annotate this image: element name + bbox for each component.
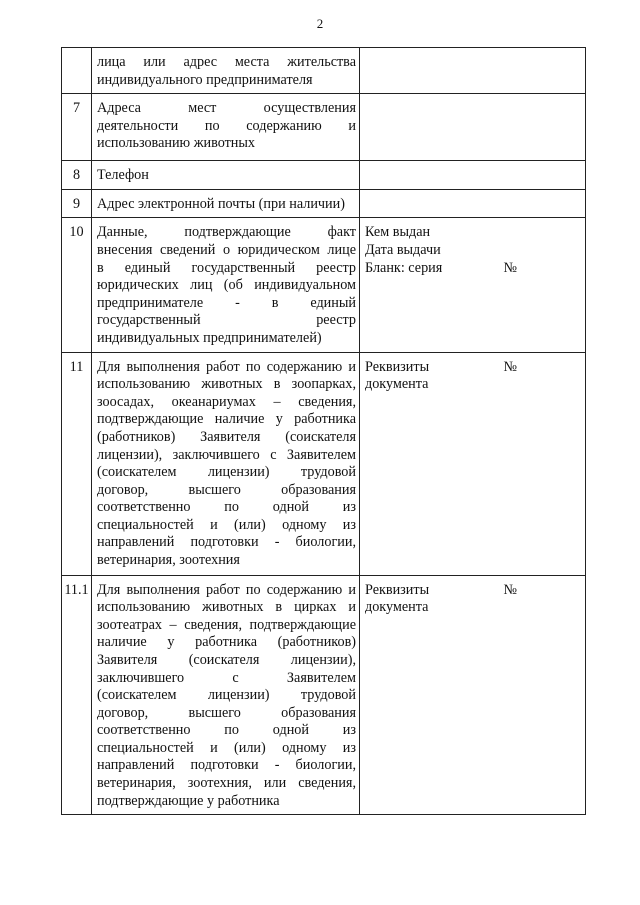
field-label-cell: [92, 161, 360, 190]
table-row: [62, 189, 586, 218]
field-label-line: лицензии), заключившего с Заявителем: [97, 446, 356, 463]
field-label-line: договор, высшего образования: [97, 704, 356, 721]
field-value-cell[interactable]: [360, 161, 586, 190]
field-value-cell[interactable]: [360, 575, 586, 815]
row-number-cell: [62, 575, 92, 815]
number-sign: №: [503, 259, 517, 276]
row-number: [62, 48, 91, 54]
field-label-cell: [92, 352, 360, 575]
field-label-line: Данные, подтверждающие факт: [97, 224, 356, 241]
field-label-line: зоосадах, океанариумах – сведения,: [97, 393, 356, 410]
field-label-line: направлений подготовки - биологии,: [97, 757, 356, 774]
field-label-line: Телефон: [97, 167, 149, 184]
row-number-cell: [62, 189, 92, 218]
field-label-line: государственный реестр: [97, 312, 356, 329]
row-number: 11: [69, 358, 84, 375]
row-number: 10: [69, 224, 84, 241]
field-value-cell[interactable]: [360, 352, 586, 575]
field-label-line: соответственно по одной из: [97, 499, 356, 516]
field-label-line: использованию животных в цирках и: [97, 599, 356, 616]
field-label-line: Адрес электронной почты (при наличии): [97, 195, 345, 212]
row-number-cell: [62, 48, 92, 94]
value-caption: Реквизиты: [365, 581, 430, 598]
field-label-line: направлений подготовки - биологии,: [97, 534, 356, 551]
field-label-line: использованию животных: [97, 135, 256, 152]
table-row: [62, 352, 586, 575]
field-label-line: Для выполнения работ по содержанию и: [97, 358, 356, 375]
field-label-line: Заявителя (соискателя лицензии),: [97, 651, 356, 668]
field-label-line: зоотеатрах – сведения, подтверждающие: [97, 616, 356, 633]
row-number-cell: [62, 94, 92, 161]
row-number: 8: [72, 167, 81, 184]
field-label-line: (соискателем лицензии) трудовой: [97, 464, 356, 481]
field-value-cell[interactable]: [360, 218, 586, 352]
number-sign: №: [503, 581, 517, 598]
value-caption: Кем выдан: [365, 224, 431, 241]
row-number-cell: [62, 161, 92, 190]
number-sign: №: [503, 358, 517, 375]
table-row: [62, 161, 586, 190]
field-value-cell[interactable]: [360, 48, 586, 94]
field-label-line: индивидуального предпринимателя: [97, 71, 313, 88]
table-row: [62, 48, 586, 94]
field-value-cell[interactable]: [360, 94, 586, 161]
field-label-cell: [92, 94, 360, 161]
row-number: 7: [72, 100, 81, 117]
field-label-line: (соискателем лицензии) трудовой: [97, 687, 356, 704]
row-number-cell: [62, 352, 92, 575]
value-caption: Реквизиты: [365, 358, 430, 375]
row-number: 11.1: [64, 581, 89, 598]
field-label-line: юридических лиц (об индивидуальном: [97, 277, 356, 294]
field-label-line: лица или адрес места жительства: [97, 54, 356, 70]
field-label-line: ветеринария, зоотехния, или сведения,: [97, 775, 356, 792]
field-label-line: внесения сведений о юридическом лице: [97, 241, 356, 258]
value-caption: документа: [365, 599, 429, 616]
field-label-cell: [92, 575, 360, 815]
field-label-line: использованию животных в зоопарках,: [97, 376, 356, 393]
field-label-line: подтверждающие у работника: [97, 792, 280, 809]
field-label-line: индивидуальных предпринимателей): [97, 329, 322, 346]
table-row: [62, 94, 586, 161]
row-number: 9: [72, 195, 81, 212]
table-row: [62, 575, 586, 815]
table-row: [62, 218, 586, 352]
field-label-line: (работников) Заявителя (соискателя: [97, 428, 356, 445]
field-label-line: наличие у работника (работников): [97, 634, 356, 651]
field-label-cell: [92, 189, 360, 218]
field-label-line: договор, высшего образования: [97, 481, 356, 498]
field-label-line: предпринимателе - в единый: [97, 294, 356, 311]
field-label-line: ветеринария, зоотехния: [97, 552, 240, 569]
field-label-line: Адреса мест осуществления: [97, 100, 356, 117]
field-label-line: подтверждающие наличие у работника: [97, 411, 356, 428]
field-value-cell[interactable]: [360, 189, 586, 218]
field-label-line: в единый государственный реестр: [97, 259, 356, 276]
field-label-line: заключившего с Заявителем: [97, 669, 356, 686]
value-caption: Бланк: серия: [365, 259, 443, 276]
field-label-cell: [92, 48, 360, 94]
field-label-line: соответственно по одной из: [97, 722, 356, 739]
page-number: 2: [316, 16, 324, 31]
value-caption: документа: [365, 376, 429, 393]
field-label-line: Для выполнения работ по содержанию и: [97, 581, 356, 598]
field-label-line: специальностей и (или) одному из: [97, 739, 356, 756]
row-number-cell: [62, 218, 92, 352]
field-label-cell: [92, 218, 360, 352]
application-form-table: [61, 47, 586, 815]
field-label-line: специальностей и (или) одному из: [97, 516, 356, 533]
value-caption: Дата выдачи: [365, 241, 441, 258]
field-label-line: деятельности по содержанию и: [97, 117, 356, 134]
